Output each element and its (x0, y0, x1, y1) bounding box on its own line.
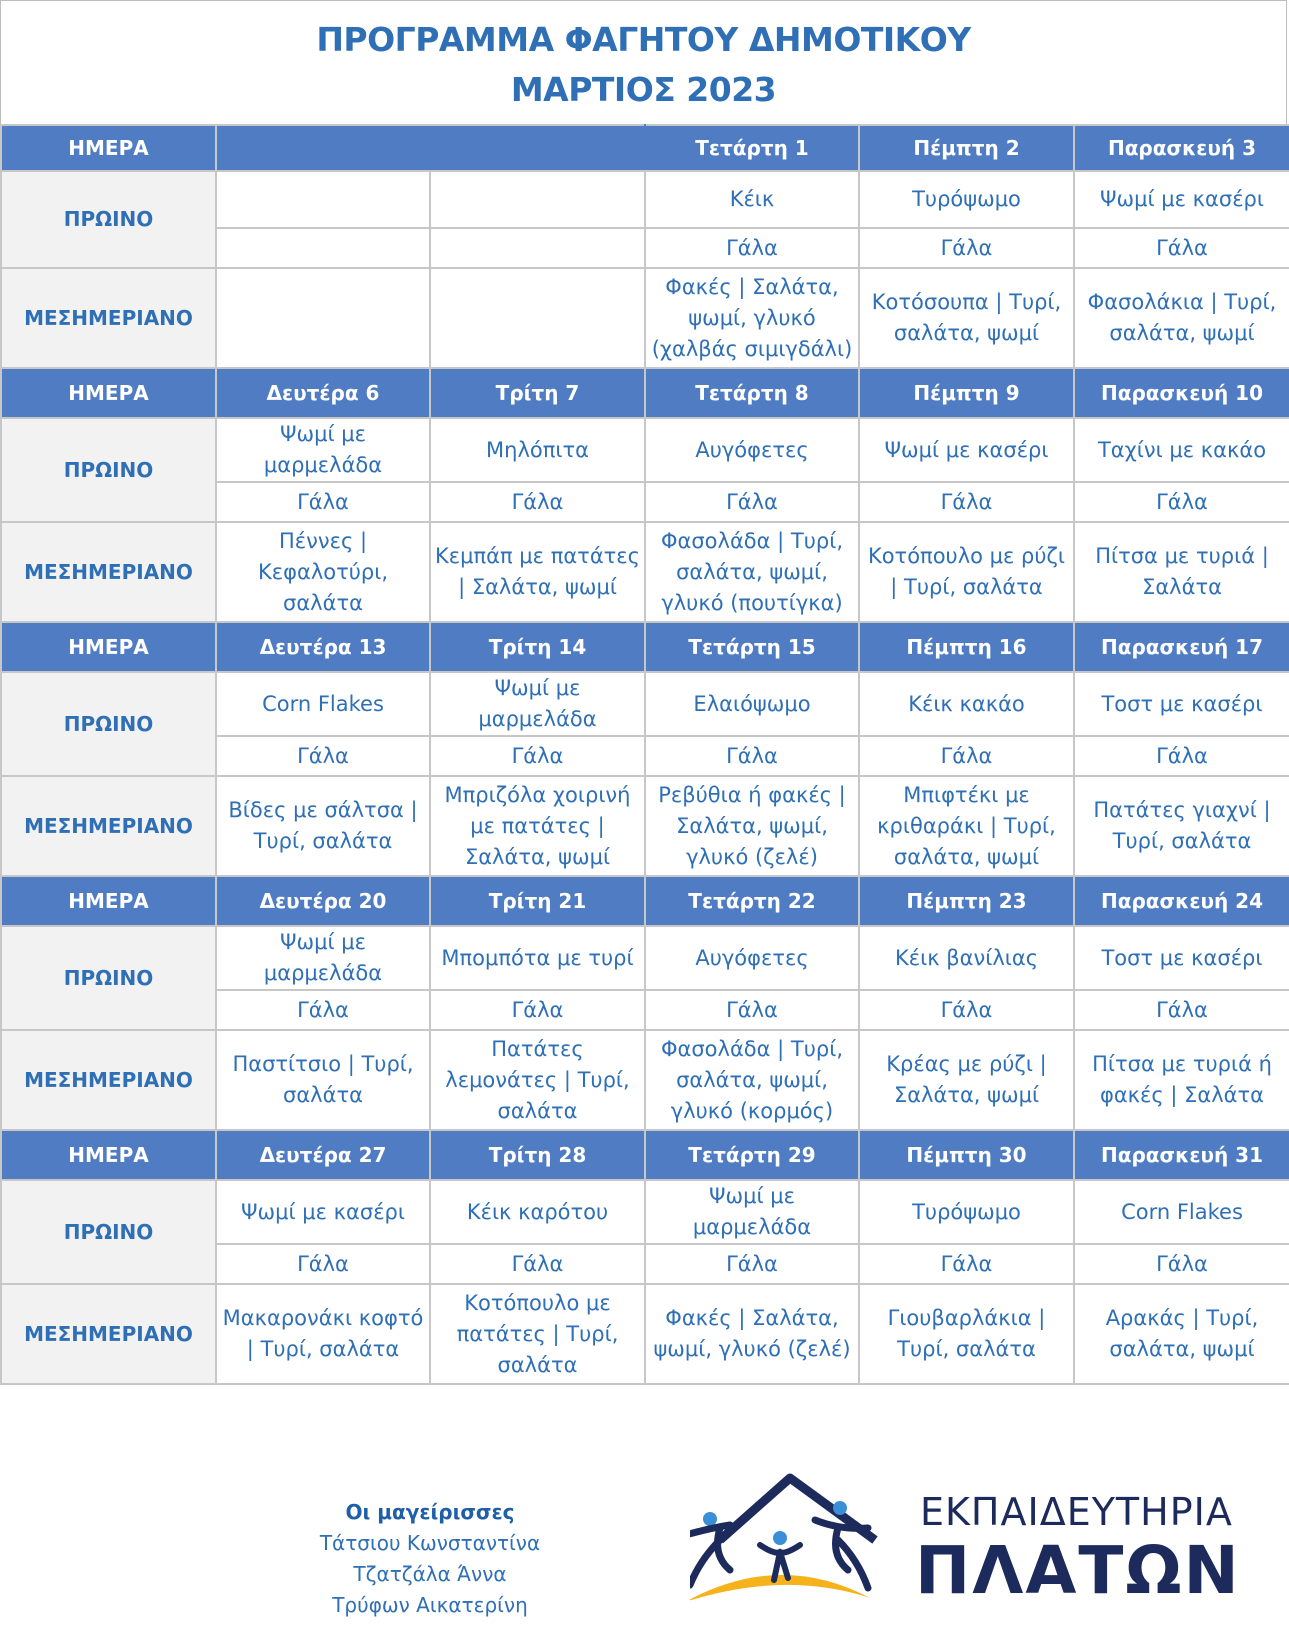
drink-cell: Γάλα (430, 1244, 645, 1284)
breakfast-label: ΠΡΩΙΝΟ (1, 672, 216, 776)
breakfast-cell: Κέικ καρότου (430, 1180, 645, 1244)
logo-text-school: ΕΚΠΑΙΔΕΥΤΗΡΙΑ (920, 1490, 1233, 1534)
drink-cell: Γάλα (430, 482, 645, 522)
lunch-cell (216, 268, 430, 368)
page-subtitle-month: ΜΑΡΤΙΟΣ 2023 (510, 70, 777, 109)
breakfast-label: ΠΡΩΙΝΟ (1, 926, 216, 1030)
drink-cell: Γάλα (1074, 1244, 1289, 1284)
day-label: ΗΜΕΡΑ (1, 1130, 216, 1180)
lunch-label: ΜΕΣΗΜΕΡΙΑΝΟ (1, 522, 216, 622)
breakfast-cell: Κέικ κακάο (859, 672, 1074, 736)
breakfast-row (1, 1180, 1289, 1244)
lunch-cell (430, 268, 645, 368)
menu-table (0, 124, 1289, 1385)
breakfast-cell: Μηλόπιτα (430, 418, 645, 482)
lunch-cell: Ρεβύθια ή φακές | Σαλάτα, ψωμί, γλυκό (ζελέ) (645, 776, 859, 876)
week-header-row (1, 876, 1289, 926)
lunch-cell: Πίτσα με τυριά | Σαλάτα (1074, 522, 1289, 622)
drink-cell: Γάλα (859, 990, 1074, 1030)
drink-cell: Γάλα (430, 736, 645, 776)
breakfast-label: ΠΡΩΙΝΟ (1, 1180, 216, 1284)
drink-cell: Γάλα (645, 228, 859, 268)
day-header-empty (216, 125, 645, 171)
drink-cell: Γάλα (216, 990, 430, 1030)
week-header-row (1, 1130, 1289, 1180)
breakfast-cell: Τοστ με κασέρι (1074, 672, 1289, 736)
cooks-block (300, 1497, 560, 1621)
lunch-label: ΜΕΣΗΜΕΡΙΑΝΟ (1, 1284, 216, 1384)
day-header: Τρίτη 28 (430, 1130, 645, 1180)
school-logo (690, 1470, 1250, 1615)
lunch-row (1, 776, 1289, 876)
day-header: Πέμπτη 30 (859, 1130, 1074, 1180)
lunch-cell: Πίτσα με τυριά ή φακές | Σαλάτα (1074, 1030, 1289, 1130)
lunch-cell: Κρέας με ρύζι | Σαλάτα, ψωμί (859, 1030, 1074, 1130)
breakfast-cell: Αυγόφετες (645, 926, 859, 990)
week-header-row (1, 368, 1289, 418)
day-header: Τετάρτη 15 (645, 622, 859, 672)
breakfast-cell (216, 171, 430, 228)
logo-figures-icon (690, 1470, 920, 1615)
drink-cell: Γάλα (1074, 228, 1289, 268)
breakfast-cell: Ψωμί με μαρμελάδα (216, 926, 430, 990)
day-header: Δευτέρα 6 (216, 368, 430, 418)
day-header: Τετάρτη 8 (645, 368, 859, 418)
breakfast-cell: Τοστ με κασέρι (1074, 926, 1289, 990)
lunch-cell: Φασολάκια | Τυρί, σαλάτα, ψωμί (1074, 268, 1289, 368)
day-header: Τετάρτη 29 (645, 1130, 859, 1180)
breakfast-cell: Ψωμί με μαρμελάδα (645, 1180, 859, 1244)
day-header: Δευτέρα 20 (216, 876, 430, 926)
menu-table-body (1, 125, 1289, 1384)
lunch-cell: Φακές | Σαλάτα, ψωμί, γλυκό (ζελέ) (645, 1284, 859, 1384)
lunch-cell: Μακαρονάκι κοφτό | Τυρί, σαλάτα (216, 1284, 430, 1384)
breakfast-cell: Ταχίνι με κακάο (1074, 418, 1289, 482)
lunch-cell: Πέννες | Κεφαλοτύρι, σαλάτα (216, 522, 430, 622)
lunch-row (1, 1030, 1289, 1130)
day-label: ΗΜΕΡΑ (1, 125, 216, 171)
day-header: Τρίτη 7 (430, 368, 645, 418)
drink-cell: Γάλα (1074, 736, 1289, 776)
drink-cell (430, 228, 645, 268)
day-header: Παρασκευή 17 (1074, 622, 1289, 672)
drink-cell: Γάλα (1074, 482, 1289, 522)
day-header: Πέμπτη 2 (859, 125, 1074, 171)
cook-name: Τζατζάλα Άννα (353, 1562, 507, 1586)
breakfast-row (1, 418, 1289, 482)
lunch-label: ΜΕΣΗΜΕΡΙΑΝΟ (1, 268, 216, 368)
lunch-cell: Κοτόπουλο με πατάτες | Τυρί, σαλάτα (430, 1284, 645, 1384)
day-header: Τετάρτη 22 (645, 876, 859, 926)
lunch-label: ΜΕΣΗΜΕΡΙΑΝΟ (1, 1030, 216, 1130)
breakfast-cell: Ψωμί με κασέρι (859, 418, 1074, 482)
drink-cell: Γάλα (645, 1244, 859, 1284)
drink-cell: Γάλα (859, 1244, 1074, 1284)
lunch-row (1, 1284, 1289, 1384)
day-header: Τρίτη 14 (430, 622, 645, 672)
breakfast-cell: Ελαιόψωμο (645, 672, 859, 736)
day-header: Πέμπτη 9 (859, 368, 1074, 418)
lunch-cell: Μπριζόλα χοιρινή με πατάτες | Σαλάτα, ψωμί (430, 776, 645, 876)
drink-cell: Γάλα (859, 736, 1074, 776)
breakfast-label: ΠΡΩΙΝΟ (1, 171, 216, 268)
lunch-cell: Γιουβαρλάκια | Τυρί, σαλάτα (859, 1284, 1074, 1384)
cooks-heading: Οι μαγείρισσες (345, 1500, 515, 1524)
lunch-cell: Κεμπάπ με πατάτες | Σαλάτα, ψωμί (430, 522, 645, 622)
drink-cell: Γάλα (859, 228, 1074, 268)
drink-cell: Γάλα (645, 990, 859, 1030)
lunch-label: ΜΕΣΗΜΕΡΙΑΝΟ (1, 776, 216, 876)
day-label: ΗΜΕΡΑ (1, 368, 216, 418)
day-header: Πέμπτη 16 (859, 622, 1074, 672)
breakfast-row (1, 926, 1289, 990)
drink-cell (216, 228, 430, 268)
drink-cell: Γάλα (216, 1244, 430, 1284)
breakfast-cell: Κέικ βανίλιας (859, 926, 1074, 990)
drink-cell: Γάλα (1074, 990, 1289, 1030)
title-box (0, 0, 1287, 124)
day-header: Παρασκευή 24 (1074, 876, 1289, 926)
day-header: Παρασκευή 31 (1074, 1130, 1289, 1180)
lunch-cell: Βίδες με σάλτσα | Τυρί, σαλάτα (216, 776, 430, 876)
drink-cell: Γάλα (430, 990, 645, 1030)
lunch-cell: Φασολάδα | Τυρί, σαλάτα, ψωμί, γλυκό (κορμός) (645, 1030, 859, 1130)
breakfast-cell: Αυγόφετες (645, 418, 859, 482)
day-header: Δευτέρα 13 (216, 622, 430, 672)
lunch-cell: Κοτόσουπα | Τυρί, σαλάτα, ψωμί (859, 268, 1074, 368)
drink-cell: Γάλα (216, 736, 430, 776)
breakfast-cell: Corn Flakes (1074, 1180, 1289, 1244)
week-header-row (1, 622, 1289, 672)
lunch-cell: Φακές | Σαλάτα, ψωμί, γλυκό (χαλβάς σιμιγδάλι) (645, 268, 859, 368)
day-header: Τετάρτη 1 (645, 125, 859, 171)
breakfast-cell (430, 171, 645, 228)
breakfast-cell: Ψωμί με κασέρι (1074, 171, 1289, 228)
breakfast-cell: Corn Flakes (216, 672, 430, 736)
lunch-cell: Μπιφτέκι με κριθαράκι | Τυρί, σαλάτα, ψωμί (859, 776, 1074, 876)
day-header: Παρασκευή 10 (1074, 368, 1289, 418)
breakfast-cell: Ψωμί με μαρμελάδα (216, 418, 430, 482)
day-header: Παρασκευή 3 (1074, 125, 1289, 171)
drink-cell: Γάλα (859, 482, 1074, 522)
lunch-cell: Πατάτες γιαχνί | Τυρί, σαλάτα (1074, 776, 1289, 876)
drink-cell: Γάλα (645, 736, 859, 776)
lunch-row (1, 268, 1289, 368)
day-header: Δευτέρα 27 (216, 1130, 430, 1180)
day-label: ΗΜΕΡΑ (1, 876, 216, 926)
breakfast-cell: Ψωμί με κασέρι (216, 1180, 430, 1244)
breakfast-cell: Τυρόψωμο (859, 171, 1074, 228)
lunch-cell: Φασολάδα | Τυρί, σαλάτα, ψωμί, γλυκό (πουτίγκα) (645, 522, 859, 622)
logo-text-name: ΠΛΑΤΩΝ (915, 1532, 1241, 1609)
lunch-cell: Κοτόπουλο με ρύζι | Τυρί, σαλάτα (859, 522, 1074, 622)
drink-cell: Γάλα (645, 482, 859, 522)
page-title: ΠΡΟΓΡΑΜΜΑ ΦΑΓΗΤΟΥ ΔΗΜΟΤΙΚΟΥ (316, 20, 971, 59)
cook-name: Τάτσιου Κωνσταντίνα (319, 1531, 541, 1555)
day-label: ΗΜΕΡΑ (1, 622, 216, 672)
breakfast-row (1, 672, 1289, 736)
breakfast-cell: Τυρόψωμο (859, 1180, 1074, 1244)
breakfast-label: ΠΡΩΙΝΟ (1, 418, 216, 522)
breakfast-cell: Κέικ (645, 171, 859, 228)
lunch-cell: Πατάτες λεμονάτες | Τυρί, σαλάτα (430, 1030, 645, 1130)
breakfast-cell: Μπομπότα με τυρί (430, 926, 645, 990)
breakfast-row (1, 171, 1289, 228)
day-header: Τρίτη 21 (430, 876, 645, 926)
lunch-cell: Αρακάς | Τυρί, σαλάτα, ψωμί (1074, 1284, 1289, 1384)
day-header: Πέμπτη 23 (859, 876, 1074, 926)
drink-cell: Γάλα (216, 482, 430, 522)
lunch-row (1, 522, 1289, 622)
breakfast-cell: Ψωμί με μαρμελάδα (430, 672, 645, 736)
lunch-cell: Παστίτσιο | Τυρί, σαλάτα (216, 1030, 430, 1130)
week-header-row (1, 125, 1289, 171)
cook-name: Τρύφων Αικατερίνη (332, 1593, 528, 1617)
